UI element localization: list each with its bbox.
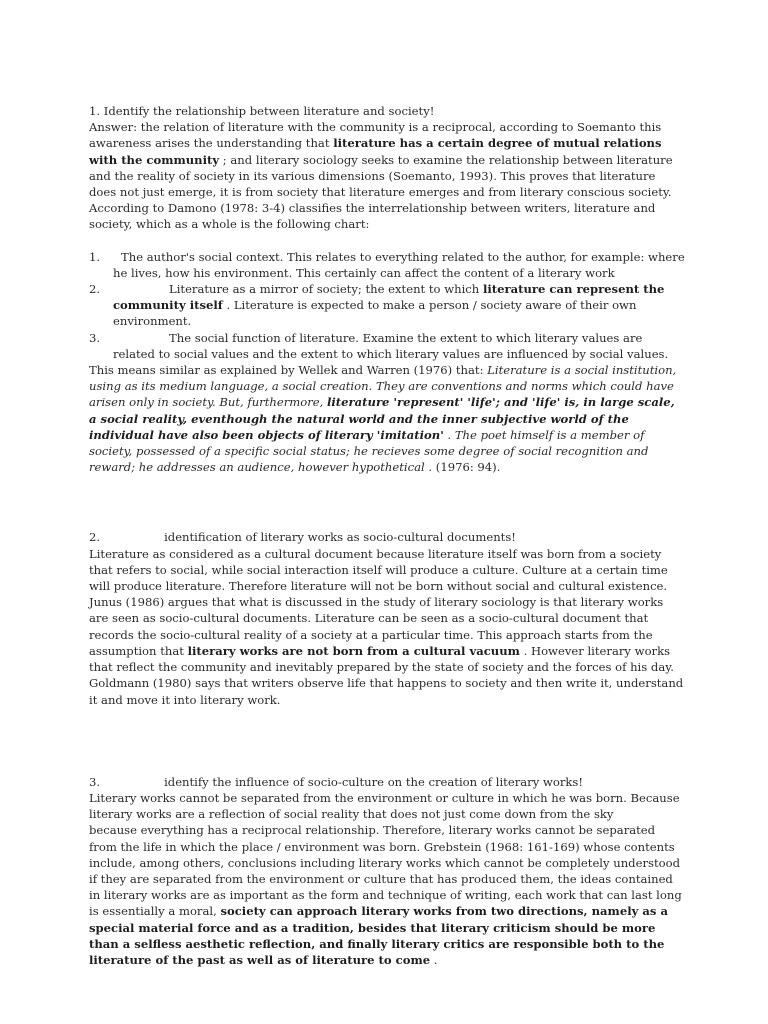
- question-1-answer: [89, 119, 685, 232]
- body-text: Literature as considered as a cultural document because literature itself was born from a society that refers to social, while social interaction itself will produce a culture. Culture at a certain time will produce literature. Therefore literature will not be born without social and cultural existence. Junus (1986) argues that what is discussed in the study of literary sociology is that literary works are seen as socio-cultural documents. Literature can be seen as a socio-cultural document that records the socio-cultural reality of a society at a particular time. This approach starts from the assumption that: [89, 546, 668, 658]
- body-emphasis: literary works are not born from a cultural vacuum: [187, 643, 520, 658]
- section-number: 3.: [89, 774, 101, 789]
- section-title: identify the influence of socio-culture on the creation of literary works!: [164, 774, 584, 789]
- body-text: because everything has a reciprocal relationship. Therefore, literary works cannot be separated from the life in which the place / environment was born. Grebstein (1968: 161-169) whose contents include, among others, conclusions including literary works which cannot be completely understood if they are separated from the environment or culture that has produced them, the ideas contained in literary works are as important as the form and technique of writing, each work that can last long is essentially a moral,: [89, 823, 682, 919]
- quote-emphasis: literature 'represent' 'life'; and 'life' is, in large scale, a social reality, eventhough the natural world and the inner subjective world of the individual have also been objects of literary 'imitation': [89, 395, 675, 442]
- question-2-heading: [89, 529, 685, 545]
- list-item-text: The social function of literature. Examine the extent to which literary values are related to social values and the extent to which literary values are influenced by social values.: [113, 330, 669, 361]
- list-item-text: Literature as a mirror of society; the extent to which: [169, 282, 483, 297]
- question-1-heading: 1. Identify the relationship between literature and society!: [89, 104, 435, 118]
- question-3-body-line: Literary works cannot be separated from the environment or culture in which he was born. Because literary works are a reflection of social reality that does not just come down from the sky: [89, 790, 680, 822]
- quote-paragraph: [89, 362, 685, 475]
- document-body: [89, 103, 685, 968]
- quote-citation: . (1976: 94).: [424, 460, 501, 475]
- list-number: 2.: [89, 282, 101, 297]
- body-text-cont: . However literary works that reflect the community and inevitably prepared by the state of society and the forces of his day. Goldmann (1980) says that writers observe life that happens to society and then write it, understand it and move it into literary work.: [89, 643, 684, 707]
- list-item-text: The author's social context. This relates to everything related to the author, for example: where he lives, how his environment. This certainly can affect the content of a literary work: [113, 249, 685, 280]
- list-item-1: [89, 249, 685, 281]
- question-3-heading: [89, 774, 685, 790]
- spacer: [89, 708, 685, 774]
- question-2-body: [89, 546, 685, 708]
- section-title: identification of literary works as socio-cultural documents!: [164, 530, 516, 545]
- quote-text-cont: . The poet himself is a member of society, possessed of a specific social status; he recieves some degree of social recognition and reward; he addresses an audience, however hypothetical: [89, 427, 649, 475]
- spacer: [89, 475, 685, 529]
- answer-text: Answer: the relation of literature with the community is a reciprocal, according to Soemanto this awareness arises the understanding that: [89, 120, 662, 151]
- section-number: 2.: [89, 530, 101, 545]
- list-item-2: [89, 281, 685, 330]
- spacer: [89, 233, 685, 249]
- body-emphasis: society can approach literary works from two directions, namely as a special material force and as a tradition, besides that literary criticism should be more than a selfless aesthetic reflection, and finally literary critics are responsible both to the literature of the past as well as of literature to come: [89, 904, 668, 967]
- answer-text-cont: ; and literary sociology seeks to examine the relationship between literature and the reality of society in its various dimensions (Soemanto, 1993). This proves that literature does not just emerge, it is from society that literature emerges and from literary conscious society. According to Damono (1978: 3-4) classifies the interrelationship between writers, literature and society, which as a whole is the following chart:: [89, 152, 673, 232]
- quote-intro: This means similar as explained by Wellek and Warren (1976) that:: [89, 363, 488, 378]
- answer-emphasis: literature has a certain degree of mutual relations with the community: [89, 136, 662, 167]
- list-number: 1.: [89, 249, 101, 264]
- list-number: 3.: [89, 330, 101, 345]
- list-item-text-cont: . Literature is expected to make a person / society aware of their own environment.: [113, 298, 637, 329]
- question-3-body: [89, 822, 685, 968]
- list-item-emphasis: literature can represent the community itself: [113, 282, 665, 313]
- list-item-3: [89, 330, 685, 362]
- quote-text: Literature is a social institution, using as its medium language, a social creation. They are conventions and norms which could have arisen only in society. But, furthermore,: [89, 363, 677, 410]
- body-text-end: .: [430, 952, 438, 967]
